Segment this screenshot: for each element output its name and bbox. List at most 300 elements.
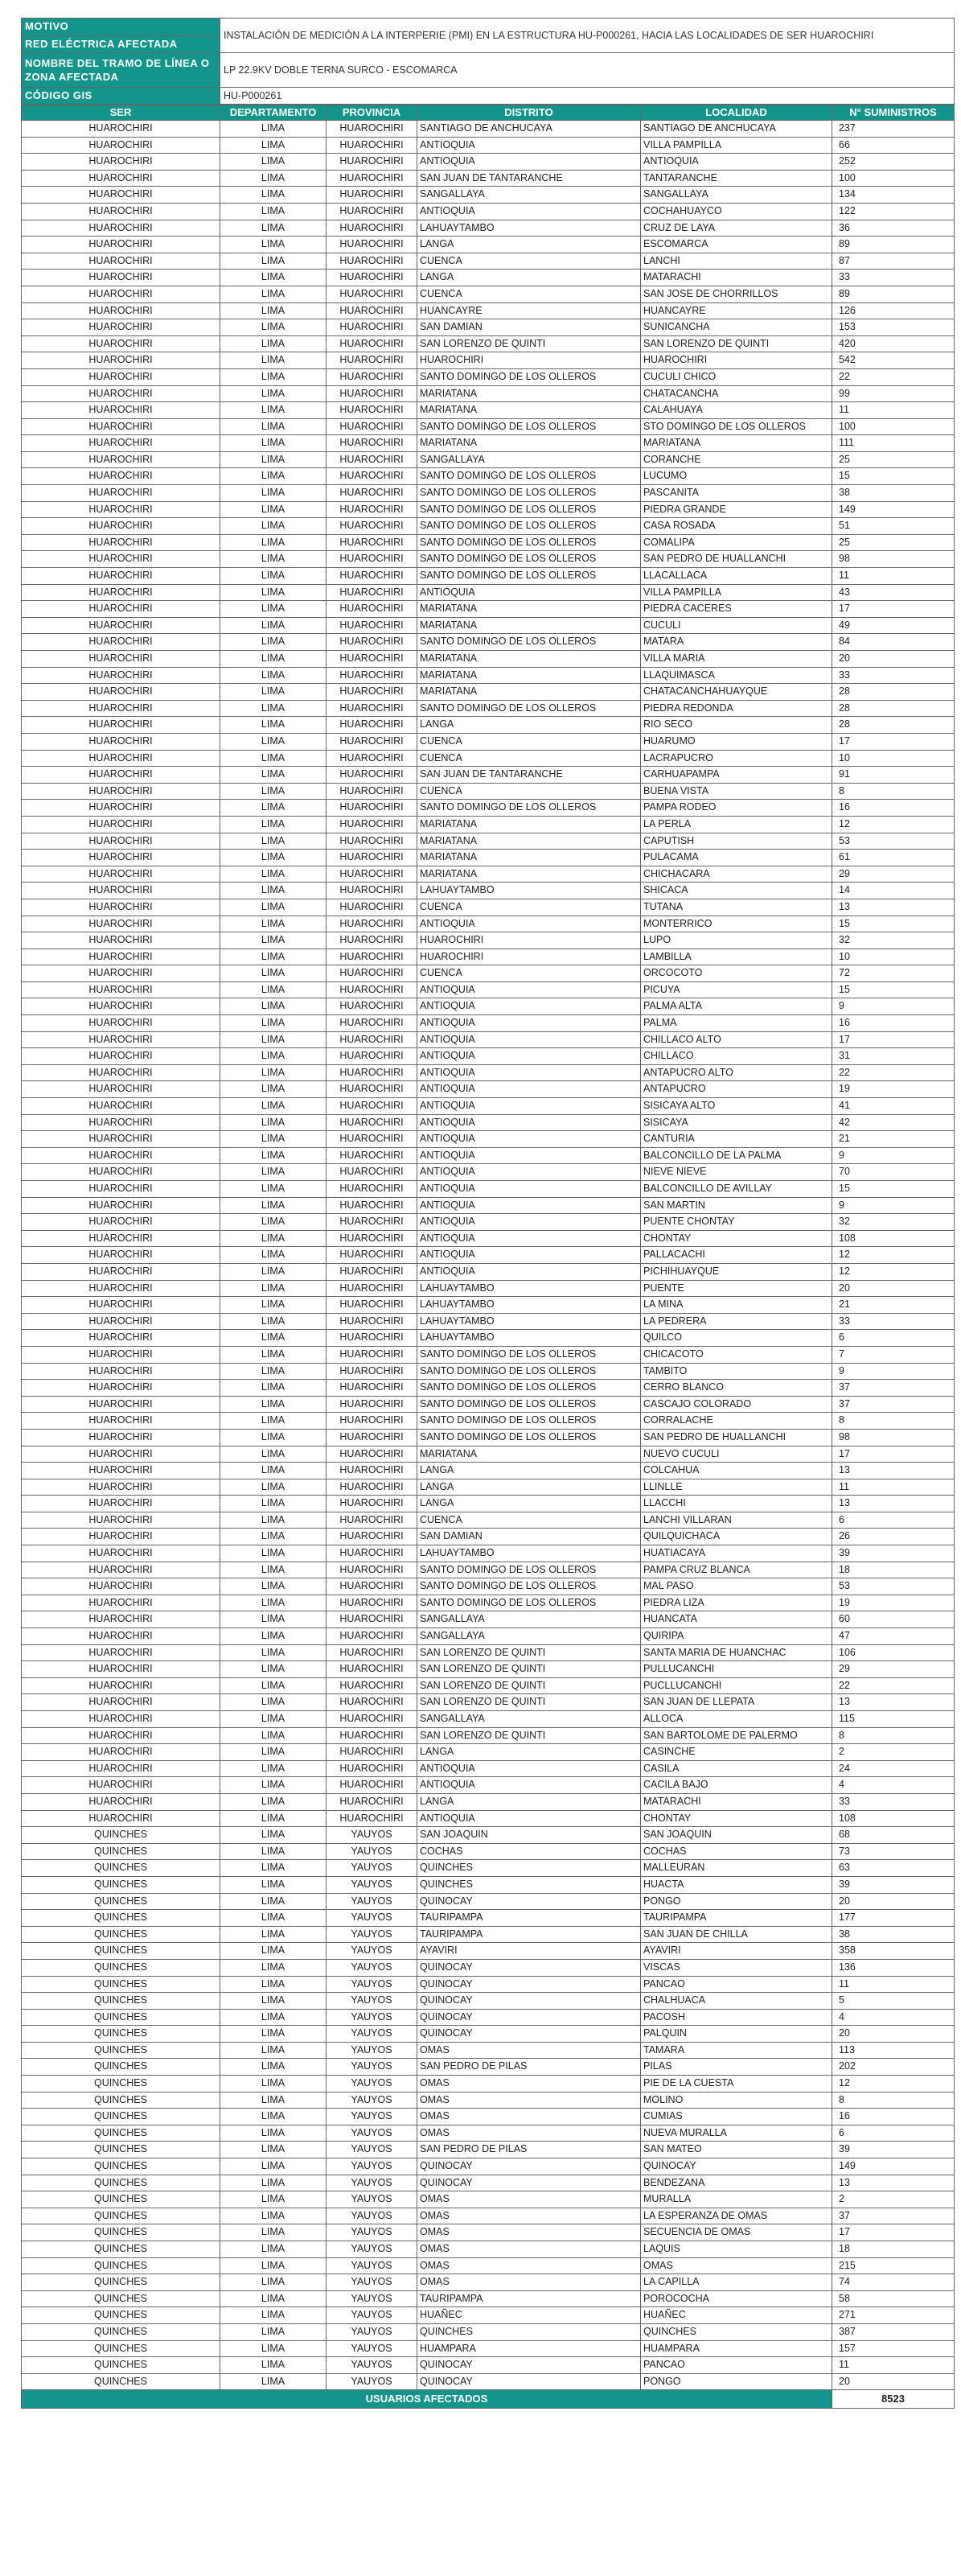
- cell-departamento: LIMA: [220, 981, 326, 998]
- cell-localidad: SECUENCIA DE OMAS: [641, 2224, 832, 2241]
- table-row: [22, 1993, 955, 2010]
- cell-provincia: HUAROCHIRI: [326, 584, 417, 601]
- cell-suministros: 4: [832, 2009, 955, 2026]
- table-row: [22, 2175, 955, 2191]
- cell-provincia: HUAROCHIRI: [326, 1114, 417, 1131]
- cell-provincia: HUAROCHIRI: [326, 468, 417, 485]
- cell-ser: QUINCHES: [22, 1843, 220, 1860]
- cell-localidad: COCHAHUAYCO: [641, 203, 832, 220]
- cell-distrito: SAN JOAQUIN: [417, 1827, 641, 1844]
- cell-ser: HUAROCHIRI: [22, 1644, 220, 1661]
- cell-departamento: LIMA: [220, 1147, 326, 1164]
- cell-ser: HUAROCHIRI: [22, 1230, 220, 1247]
- cell-localidad: VILLA PAMPILLA: [641, 584, 832, 601]
- cell-distrito: SANGALLAYA: [417, 451, 641, 468]
- cell-suministros: 12: [832, 816, 955, 833]
- cell-ser: HUAROCHIRI: [22, 220, 220, 237]
- cell-provincia: HUAROCHIRI: [326, 1760, 417, 1777]
- cell-provincia: HUAROCHIRI: [326, 237, 417, 253]
- cell-suministros: 12: [832, 2076, 955, 2092]
- cell-distrito: SANTO DOMINGO DE LOS OLLEROS: [417, 1396, 641, 1413]
- cell-suministros: 60: [832, 1611, 955, 1628]
- cell-provincia: HUAROCHIRI: [326, 1346, 417, 1363]
- cell-suministros: 24: [832, 1760, 955, 1777]
- cell-departamento: LIMA: [220, 368, 326, 385]
- cell-distrito: ANTIOQUIA: [417, 1164, 641, 1181]
- cell-provincia: HUAROCHIRI: [326, 1595, 417, 1611]
- cell-provincia: HUAROCHIRI: [326, 451, 417, 468]
- cell-distrito: ANTIOQUIA: [417, 1114, 641, 1131]
- cell-departamento: LIMA: [220, 2009, 326, 2026]
- table-row: [22, 170, 955, 187]
- cell-provincia: HUAROCHIRI: [326, 850, 417, 866]
- table-row: [22, 270, 955, 286]
- table-row: [22, 899, 955, 916]
- cell-distrito: ANTIOQUIA: [417, 1777, 641, 1794]
- cell-suministros: 19: [832, 1595, 955, 1611]
- cell-distrito: SANTO DOMINGO DE LOS OLLEROS: [417, 518, 641, 535]
- cell-suministros: 542: [832, 352, 955, 369]
- cell-departamento: LIMA: [220, 237, 326, 253]
- table-row: [22, 700, 955, 717]
- cell-departamento: LIMA: [220, 1380, 326, 1397]
- cell-ser: QUINCHES: [22, 1976, 220, 1993]
- cell-provincia: HUAROCHIRI: [326, 1744, 417, 1761]
- cell-suministros: 41: [832, 1098, 955, 1115]
- cell-departamento: LIMA: [220, 1611, 326, 1628]
- cell-provincia: HUAROCHIRI: [326, 1545, 417, 1562]
- table-row: [22, 2125, 955, 2142]
- cell-provincia: YAUYOS: [326, 2175, 417, 2191]
- cell-provincia: HUAROCHIRI: [326, 1396, 417, 1413]
- table-row: [22, 2191, 955, 2208]
- cell-distrito: CUENCA: [417, 286, 641, 302]
- cell-provincia: HUAROCHIRI: [326, 1529, 417, 1545]
- cell-distrito: LANGA: [417, 1463, 641, 1479]
- cell-ser: HUAROCHIRI: [22, 385, 220, 402]
- cell-localidad: CUCULI CHICO: [641, 368, 832, 385]
- cell-ser: QUINCHES: [22, 2125, 220, 2142]
- cell-ser: HUAROCHIRI: [22, 883, 220, 899]
- table-row: [22, 783, 955, 800]
- cell-provincia: HUAROCHIRI: [326, 302, 417, 319]
- cell-provincia: HUAROCHIRI: [326, 949, 417, 965]
- cell-localidad: CALAHUAYA: [641, 402, 832, 419]
- cell-localidad: HUACTA: [641, 1876, 832, 1893]
- cell-suministros: 29: [832, 866, 955, 883]
- cell-suministros: 51: [832, 518, 955, 535]
- cell-provincia: YAUYOS: [326, 1926, 417, 1943]
- cell-provincia: HUAROCHIRI: [326, 667, 417, 684]
- cell-suministros: 12: [832, 1247, 955, 1264]
- cell-localidad: SAN PEDRO DE HUALLANCHI: [641, 1429, 832, 1446]
- cell-distrito: QUINOCAY: [417, 1993, 641, 2010]
- cell-ser: HUAROCHIRI: [22, 816, 220, 833]
- cell-distrito: LANGA: [417, 1479, 641, 1496]
- cell-ser: QUINCHES: [22, 2175, 220, 2191]
- cell-ser: HUAROCHIRI: [22, 319, 220, 336]
- cell-ser: HUAROCHIRI: [22, 866, 220, 883]
- cell-provincia: HUAROCHIRI: [326, 981, 417, 998]
- cell-ser: QUINCHES: [22, 2042, 220, 2059]
- cell-suministros: 43: [832, 584, 955, 601]
- cell-distrito: ANTIOQUIA: [417, 1181, 641, 1198]
- cell-provincia: YAUYOS: [326, 2373, 417, 2390]
- table-row: [22, 850, 955, 866]
- cell-departamento: LIMA: [220, 1164, 326, 1181]
- cell-ser: HUAROCHIRI: [22, 1197, 220, 1214]
- cell-distrito: OMAS: [417, 2076, 641, 2092]
- cell-departamento: LIMA: [220, 949, 326, 965]
- cell-departamento: LIMA: [220, 1081, 326, 1098]
- cell-departamento: LIMA: [220, 601, 326, 618]
- cell-provincia: HUAROCHIRI: [326, 352, 417, 369]
- cell-localidad: LAMBILLA: [641, 949, 832, 965]
- cell-distrito: SANGALLAYA: [417, 1628, 641, 1645]
- cell-distrito: SAN LORENZO DE QUINTI: [417, 1677, 641, 1694]
- cell-ser: QUINCHES: [22, 2009, 220, 2026]
- table-row: [22, 302, 955, 319]
- cell-localidad: HUANCAYRE: [641, 302, 832, 319]
- cell-departamento: LIMA: [220, 501, 326, 518]
- cell-suministros: 113: [832, 2042, 955, 2059]
- cell-suministros: 13: [832, 1463, 955, 1479]
- cell-distrito: SANTO DOMINGO DE LOS OLLEROS: [417, 368, 641, 385]
- cell-ser: HUAROCHIRI: [22, 1297, 220, 1314]
- cell-distrito: SAN DAMIAN: [417, 1529, 641, 1545]
- cell-provincia: HUAROCHIRI: [326, 816, 417, 833]
- cell-suministros: 31: [832, 1048, 955, 1065]
- cell-localidad: PONGO: [641, 2373, 832, 2390]
- table-row: [22, 2373, 955, 2390]
- cell-departamento: LIMA: [220, 717, 326, 734]
- cell-ser: HUAROCHIRI: [22, 1280, 220, 1297]
- cell-departamento: LIMA: [220, 1529, 326, 1545]
- cell-suministros: 8: [832, 783, 955, 800]
- cell-ser: HUAROCHIRI: [22, 783, 220, 800]
- cell-departamento: LIMA: [220, 2357, 326, 2374]
- cell-suministros: 126: [832, 302, 955, 319]
- cell-ser: QUINCHES: [22, 2158, 220, 2175]
- cell-localidad: CASA ROSADA: [641, 518, 832, 535]
- cell-localidad: TAMBITO: [641, 1363, 832, 1380]
- cell-suministros: 20: [832, 2373, 955, 2390]
- cell-distrito: MARIATANA: [417, 435, 641, 452]
- cell-ser: HUAROCHIRI: [22, 1147, 220, 1164]
- cell-suministros: 10: [832, 949, 955, 965]
- cell-distrito: SAN LORENZO DE QUINTI: [417, 335, 641, 352]
- cell-provincia: YAUYOS: [326, 2357, 417, 2374]
- cell-departamento: LIMA: [220, 1131, 326, 1148]
- cell-suministros: 26: [832, 1529, 955, 1545]
- cell-ser: QUINCHES: [22, 2059, 220, 2076]
- cell-ser: QUINCHES: [22, 2092, 220, 2109]
- cell-ser: HUAROCHIRI: [22, 121, 220, 138]
- cell-provincia: HUAROCHIRI: [326, 534, 417, 551]
- cell-departamento: LIMA: [220, 1346, 326, 1363]
- cell-distrito: LANGA: [417, 1496, 641, 1512]
- cell-distrito: SANTO DOMINGO DE LOS OLLEROS: [417, 534, 641, 551]
- cell-provincia: HUAROCHIRI: [326, 501, 417, 518]
- cell-distrito: SANTO DOMINGO DE LOS OLLEROS: [417, 1562, 641, 1578]
- cell-departamento: LIMA: [220, 2241, 326, 2258]
- cell-provincia: HUAROCHIRI: [326, 1562, 417, 1578]
- cell-distrito: LAHUAYTAMBO: [417, 883, 641, 899]
- cell-localidad: SANGALLAYA: [641, 187, 832, 204]
- cell-localidad: SAN BARTOLOME DE PALERMO: [641, 1727, 832, 1744]
- cell-ser: HUAROCHIRI: [22, 767, 220, 784]
- table-row: [22, 1595, 955, 1611]
- cell-localidad: LUPO: [641, 932, 832, 949]
- cell-distrito: QUINOCAY: [417, 2373, 641, 2390]
- cell-departamento: LIMA: [220, 518, 326, 535]
- cell-provincia: YAUYOS: [326, 2109, 417, 2125]
- cell-provincia: HUAROCHIRI: [326, 684, 417, 701]
- cell-ser: HUAROCHIRI: [22, 1727, 220, 1744]
- cell-localidad: CHATACANCHA: [641, 385, 832, 402]
- cell-distrito: OMAS: [417, 2224, 641, 2241]
- cell-ser: HUAROCHIRI: [22, 402, 220, 419]
- table-row: [22, 1064, 955, 1081]
- cell-provincia: HUAROCHIRI: [326, 1263, 417, 1280]
- cell-suministros: 66: [832, 137, 955, 154]
- cell-departamento: LIMA: [220, 319, 326, 336]
- cell-distrito: TAURIPAMPA: [417, 1910, 641, 1927]
- cell-ser: QUINCHES: [22, 2274, 220, 2291]
- cell-localidad: CHALHUACA: [641, 1993, 832, 2010]
- cell-suministros: 63: [832, 1860, 955, 1877]
- cell-departamento: LIMA: [220, 684, 326, 701]
- cell-distrito: QUINOCAY: [417, 2175, 641, 2191]
- cell-suministros: 17: [832, 733, 955, 750]
- cell-departamento: LIMA: [220, 617, 326, 634]
- cell-departamento: LIMA: [220, 1578, 326, 1595]
- table-row: [22, 137, 955, 154]
- table-row: [22, 2009, 955, 2026]
- cell-distrito: LAHUAYTAMBO: [417, 1330, 641, 1347]
- cell-provincia: HUAROCHIRI: [326, 916, 417, 932]
- cell-suministros: 84: [832, 634, 955, 651]
- cell-provincia: HUAROCHIRI: [326, 1247, 417, 1264]
- cell-distrito: CUENCA: [417, 783, 641, 800]
- cell-suministros: 25: [832, 534, 955, 551]
- cell-departamento: LIMA: [220, 1595, 326, 1611]
- cell-localidad: ANTAPUCRO: [641, 1081, 832, 1098]
- cell-localidad: PALQUIN: [641, 2026, 832, 2043]
- cell-localidad: PUCLLUCANCHI: [641, 1677, 832, 1694]
- cell-suministros: 98: [832, 1429, 955, 1446]
- cell-localidad: CANTURIA: [641, 1131, 832, 1148]
- cell-departamento: LIMA: [220, 1263, 326, 1280]
- table-row: [22, 1147, 955, 1164]
- cell-distrito: SANTO DOMINGO DE LOS OLLEROS: [417, 1429, 641, 1446]
- cell-provincia: HUAROCHIRI: [326, 700, 417, 717]
- cell-ser: HUAROCHIRI: [22, 651, 220, 668]
- tramo-row: [22, 53, 955, 88]
- cell-departamento: LIMA: [220, 1015, 326, 1032]
- cell-localidad: PIEDRA REDONDA: [641, 700, 832, 717]
- cell-distrito: SANTO DOMINGO DE LOS OLLEROS: [417, 1346, 641, 1363]
- cell-distrito: QUINOCAY: [417, 2009, 641, 2026]
- cell-localidad: CORRALACHE: [641, 1413, 832, 1430]
- cell-localidad: LLAQUIMASCA: [641, 667, 832, 684]
- cell-suministros: 11: [832, 402, 955, 419]
- cell-suministros: 108: [832, 1810, 955, 1827]
- cell-localidad: MATARACHI: [641, 1793, 832, 1810]
- cell-departamento: LIMA: [220, 1214, 326, 1231]
- cell-departamento: LIMA: [220, 2307, 326, 2324]
- cell-provincia: HUAROCHIRI: [326, 203, 417, 220]
- cell-provincia: HUAROCHIRI: [326, 750, 417, 767]
- cell-suministros: 13: [832, 1694, 955, 1711]
- cell-suministros: 106: [832, 1644, 955, 1661]
- cell-suministros: 37: [832, 2208, 955, 2224]
- cell-departamento: LIMA: [220, 402, 326, 419]
- cell-departamento: LIMA: [220, 551, 326, 568]
- cell-ser: HUAROCHIRI: [22, 1760, 220, 1777]
- cell-localidad: MATARA: [641, 634, 832, 651]
- cell-ser: QUINCHES: [22, 2357, 220, 2374]
- cell-ser: HUAROCHIRI: [22, 1545, 220, 1562]
- cell-provincia: HUAROCHIRI: [326, 1015, 417, 1032]
- cell-ser: HUAROCHIRI: [22, 551, 220, 568]
- cell-provincia: HUAROCHIRI: [326, 485, 417, 502]
- cell-distrito: SAN LORENZO DE QUINTI: [417, 1661, 641, 1678]
- cell-suministros: 16: [832, 1015, 955, 1032]
- cell-distrito: ANTIOQUIA: [417, 1081, 641, 1098]
- cell-ser: HUAROCHIRI: [22, 1064, 220, 1081]
- cell-distrito: SANTO DOMINGO DE LOS OLLEROS: [417, 800, 641, 817]
- cell-ser: HUAROCHIRI: [22, 1380, 220, 1397]
- cell-ser: HUAROCHIRI: [22, 1081, 220, 1098]
- table-row: [22, 352, 955, 369]
- table-row: [22, 2290, 955, 2307]
- cell-suministros: 36: [832, 220, 955, 237]
- table-body: [22, 121, 955, 2390]
- cell-ser: QUINCHES: [22, 2373, 220, 2390]
- cell-provincia: HUAROCHIRI: [326, 1810, 417, 1827]
- cell-localidad: LA ESPERANZA DE OMAS: [641, 2208, 832, 2224]
- cell-localidad: PICUYA: [641, 981, 832, 998]
- cell-ser: HUAROCHIRI: [22, 998, 220, 1015]
- cell-ser: HUAROCHIRI: [22, 949, 220, 965]
- cell-localidad: CHICACOTO: [641, 1346, 832, 1363]
- cell-ser: HUAROCHIRI: [22, 916, 220, 932]
- cell-distrito: QUINCHES: [417, 1860, 641, 1877]
- table-row: [22, 949, 955, 965]
- table-row: [22, 1545, 955, 1562]
- cell-distrito: HUAROCHIRI: [417, 932, 641, 949]
- cell-distrito: QUINCHES: [417, 2323, 641, 2340]
- cell-suministros: 149: [832, 2158, 955, 2175]
- cell-suministros: 20: [832, 1893, 955, 1910]
- cell-distrito: SAN PEDRO DE PILAS: [417, 2059, 641, 2076]
- table-row: [22, 2026, 955, 2043]
- motivo-label: MOTIVO: [22, 19, 220, 36]
- cell-ser: HUAROCHIRI: [22, 1711, 220, 1728]
- table-row: [22, 1727, 955, 1744]
- table-row: [22, 2158, 955, 2175]
- table-row: [22, 286, 955, 302]
- cell-distrito: ANTIOQUIA: [417, 1197, 641, 1214]
- cell-provincia: YAUYOS: [326, 1876, 417, 1893]
- cell-ser: HUAROCHIRI: [22, 435, 220, 452]
- col-header-ser: SER: [22, 105, 220, 121]
- cell-suministros: 39: [832, 1876, 955, 1893]
- cell-provincia: HUAROCHIRI: [326, 1297, 417, 1314]
- table-row: [22, 1330, 955, 1347]
- cell-departamento: LIMA: [220, 1098, 326, 1115]
- table-row: [22, 883, 955, 899]
- cell-departamento: LIMA: [220, 2323, 326, 2340]
- cell-suministros: 20: [832, 2026, 955, 2043]
- cell-distrito: OMAS: [417, 2092, 641, 2109]
- cell-localidad: PASCANITA: [641, 485, 832, 502]
- cell-suministros: 16: [832, 800, 955, 817]
- cell-distrito: ANTIOQUIA: [417, 1810, 641, 1827]
- cell-distrito: MARIATANA: [417, 617, 641, 634]
- cell-ser: HUAROCHIRI: [22, 1164, 220, 1181]
- table-row: [22, 368, 955, 385]
- cell-localidad: QUINOCAY: [641, 2158, 832, 2175]
- cell-departamento: LIMA: [220, 435, 326, 452]
- cell-suministros: 20: [832, 1280, 955, 1297]
- cell-localidad: QUILQUICHACA: [641, 1529, 832, 1545]
- cell-distrito: MARIATANA: [417, 402, 641, 419]
- cell-provincia: HUAROCHIRI: [326, 998, 417, 1015]
- table-row: [22, 1810, 955, 1827]
- cell-ser: QUINCHES: [22, 1943, 220, 1960]
- cell-suministros: 29: [832, 1661, 955, 1678]
- cell-provincia: YAUYOS: [326, 1959, 417, 1976]
- cell-departamento: LIMA: [220, 2158, 326, 2175]
- table-row: [22, 2092, 955, 2109]
- cell-ser: HUAROCHIRI: [22, 981, 220, 998]
- cell-suministros: 15: [832, 981, 955, 998]
- table-row: [22, 1313, 955, 1330]
- table-row: [22, 1297, 955, 1314]
- cell-departamento: LIMA: [220, 1048, 326, 1065]
- cell-localidad: SAN JUAN DE LLEPATA: [641, 1694, 832, 1711]
- cell-suministros: 28: [832, 700, 955, 717]
- table-row: [22, 601, 955, 618]
- table-row: [22, 1843, 955, 1860]
- cell-provincia: HUAROCHIRI: [326, 1313, 417, 1330]
- cell-distrito: ANTIOQUIA: [417, 1247, 641, 1264]
- cell-ser: HUAROCHIRI: [22, 1661, 220, 1678]
- cell-departamento: LIMA: [220, 2026, 326, 2043]
- table-row: [22, 1247, 955, 1264]
- cell-localidad: CUCULI: [641, 617, 832, 634]
- cell-departamento: LIMA: [220, 866, 326, 883]
- table-row: [22, 2257, 955, 2274]
- cell-localidad: ANTAPUCRO ALTO: [641, 1064, 832, 1081]
- table-row: [22, 501, 955, 518]
- cell-suministros: 149: [832, 501, 955, 518]
- cell-suministros: 108: [832, 1230, 955, 1247]
- cell-ser: QUINCHES: [22, 2026, 220, 2043]
- cell-localidad: SAN JUAN DE CHILLA: [641, 1926, 832, 1943]
- cell-suministros: 61: [832, 850, 955, 866]
- cell-suministros: 14: [832, 883, 955, 899]
- cell-suministros: 8: [832, 1413, 955, 1430]
- cell-suministros: 271: [832, 2307, 955, 2324]
- cell-localidad: ALLOCA: [641, 1711, 832, 1728]
- cell-departamento: LIMA: [220, 916, 326, 932]
- col-header-localidad: LOCALIDAD: [641, 105, 832, 121]
- cell-ser: HUAROCHIRI: [22, 833, 220, 850]
- cell-distrito: COCHAS: [417, 1843, 641, 1860]
